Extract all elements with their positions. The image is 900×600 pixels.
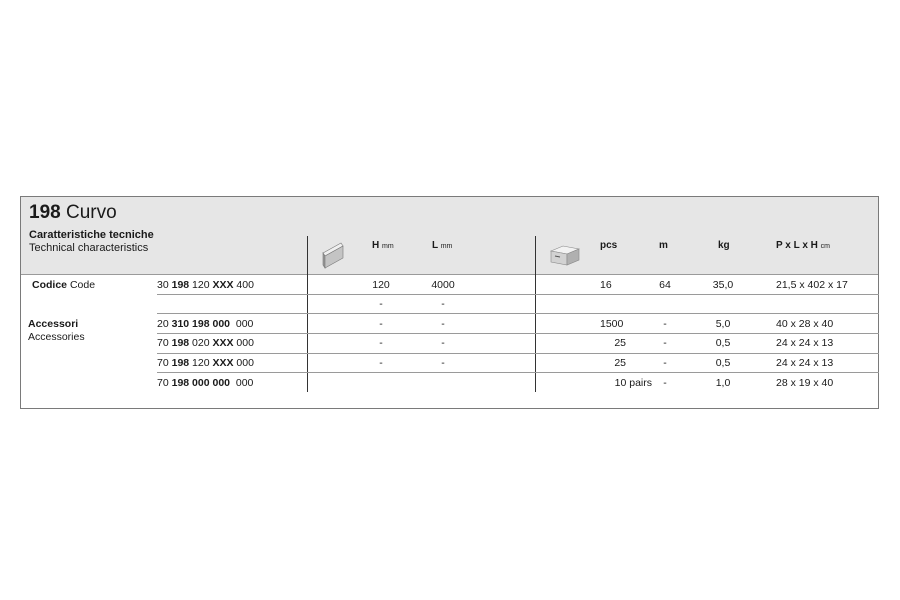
label-code [32,279,95,292]
code-part: 70 [157,377,172,389]
row-3-l: - [441,337,445,349]
column-divider-left [307,236,308,392]
row-5-code [157,377,253,390]
row-3-pcs: 25 [614,337,626,349]
header-l [432,240,452,253]
row-divider [157,353,879,354]
row-5-dims: 28 x 19 x 40 [776,377,834,389]
header-dims-label: P x L x H [776,240,818,251]
code-part: XXX [212,357,234,369]
row-0-l: 4000 [431,279,455,291]
row-5-pcs: 10 pairs [614,377,652,389]
row-5-kg: 1,0 [715,377,731,389]
row-4-dims: 24 x 24 x 13 [776,357,834,369]
code-part: 20 [157,318,172,330]
header-dims-unit: cm [820,243,830,250]
header-m: m [659,240,668,251]
subtitle-italian: Caratteristiche tecniche [29,229,154,241]
label-accessories-en: Accessories [28,331,85,343]
row-divider [157,372,879,373]
row-4-code [157,357,254,370]
row-divider [157,313,879,314]
code-part: 000 [230,318,254,330]
header-h-unit: mm [382,243,394,250]
product-number: 198 [29,202,61,223]
row-2-m: - [663,318,667,330]
row-4-m: - [663,357,667,369]
row-4-h: - [379,357,383,369]
product-title [29,202,117,224]
code-part: XXX [212,279,234,291]
row-3-code [157,337,254,350]
label-code-it: Codice [32,279,68,291]
header-kg: kg [718,240,730,251]
code-part: 198 [171,279,190,291]
code-part: 30 [157,279,172,291]
row-0-pcs: 16 [600,279,612,291]
code-part: 70 [157,337,172,349]
header-l-unit: mm [440,243,453,250]
row-4-l: - [441,357,445,369]
row-2-l: - [441,318,445,330]
packaging-box-icon [550,243,580,272]
row-2-dims: 40 x 28 x 40 [776,318,834,330]
code-part: 120 [189,357,213,369]
row-divider [157,294,879,295]
row-2-pcs: 1500 [600,318,624,330]
row-1-h: - [379,298,383,310]
row-4-kg: 0,5 [715,357,731,369]
code-part: 000 [233,337,254,349]
label-code-en: Code [69,279,96,291]
subtitle-english: Technical characteristics [29,242,149,254]
code-part: 310 198 000 [171,318,231,330]
row-3-kg: 0,5 [715,337,731,349]
header-pcs: pcs [600,240,618,251]
row-3-dims: 24 x 24 x 13 [776,337,834,349]
row-2-kg: 5,0 [715,318,731,330]
code-part: 400 [233,279,254,291]
card-header [21,197,878,275]
code-part: 198 [171,337,190,349]
code-part: 120 [189,279,213,291]
row-divider [157,333,879,334]
profile-bar-icon [321,241,347,274]
row-0-m: 64 [659,279,671,291]
code-part: 198 [171,357,190,369]
row-0-dims: 21,5 x 402 x 17 [776,279,848,291]
code-part: 020 [189,337,213,349]
header-h-label: H [372,240,380,251]
technical-card [20,196,879,409]
column-divider-right [535,236,536,392]
code-part: 000 [230,377,254,389]
code-part: 70 [157,357,172,369]
row-2-code [157,318,253,331]
row-0-h: 120 [372,279,390,291]
header-h [372,240,394,253]
row-3-m: - [663,337,667,349]
label-accessories-it: Accessori [28,318,79,330]
row-0-kg: 35,0 [712,279,734,291]
row-4-pcs: 25 [614,357,626,369]
code-part: 000 [233,357,254,369]
row-3-h: - [379,337,383,349]
row-2-h: - [379,318,383,330]
product-name: Curvo [65,202,117,223]
code-part: XXX [212,337,234,349]
code-part: 198 000 000 [171,377,231,389]
row-0-code [157,279,254,292]
row-5-m: - [663,377,667,389]
row-1-l: - [441,298,445,310]
header-l-label: L [432,240,438,251]
header-dims [776,240,830,253]
